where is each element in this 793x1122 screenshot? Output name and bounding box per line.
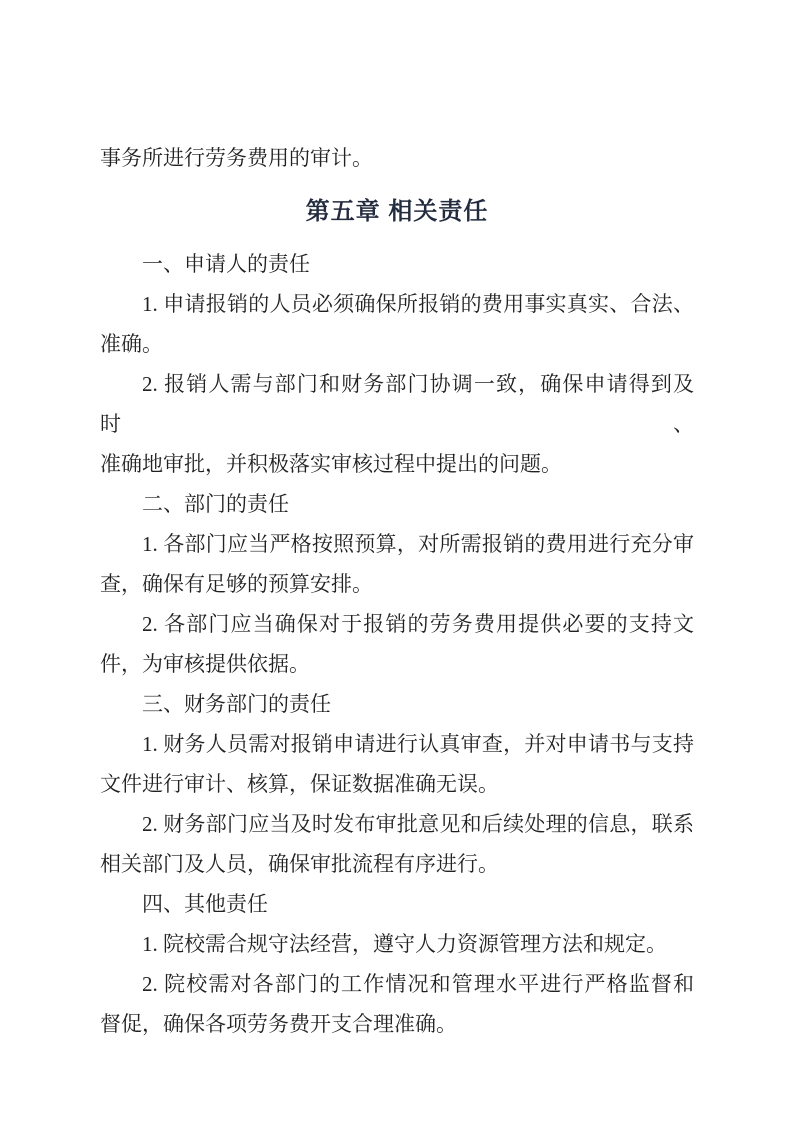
text-line: 2. 报销人需与部门和财务部门协调一致，确保申请得到及时、 bbox=[100, 372, 694, 436]
text-line: 相关部门及人员，确保审批流程有序进行。 bbox=[100, 852, 499, 876]
text-line: 2. 各部门应当确保对于报销的劳务费用提供必要的支持文 bbox=[142, 612, 694, 636]
text-line: 准确地审批，并积极落实审核过程中提出的问题。 bbox=[100, 452, 562, 476]
text-line: 1. 财务人员需对报销申请进行认真审查，并对申请书与支持 bbox=[142, 732, 694, 756]
paragraph bbox=[100, 484, 694, 524]
text-line: 1. 各部门应当严格按照预算，对所需报销的费用进行充分审 bbox=[142, 532, 694, 556]
paragraph bbox=[100, 924, 694, 964]
paragraph bbox=[100, 364, 694, 484]
text-line: 件，为审核提供依据。 bbox=[100, 652, 310, 676]
paragraph bbox=[100, 684, 694, 724]
continuation-line: 事务所进行劳务费用的审计。 bbox=[100, 146, 373, 170]
text-line: 1. 院校需合规守法经营，遵守人力资源管理方法和规定。 bbox=[142, 932, 667, 956]
text-line: 1. 申请报销的人员必须确保所报销的费用事实真实、合法、 bbox=[142, 292, 694, 316]
text-line: 2. 院校需对各部门的工作情况和管理水平进行严格监督和 bbox=[142, 972, 694, 996]
paragraph bbox=[100, 524, 694, 604]
document-body bbox=[100, 244, 694, 1044]
text-line: 督促，确保各项劳务费开支合理准确。 bbox=[100, 1012, 457, 1036]
paragraph bbox=[100, 604, 694, 684]
text-line: 准确。 bbox=[100, 332, 163, 356]
text-line: 二、部门的责任 bbox=[142, 492, 289, 516]
text-line: 一、申请人的责任 bbox=[142, 252, 310, 276]
chapter-heading: 第五章 相关责任 bbox=[305, 198, 489, 225]
text-line: 查，确保有足够的预算安排。 bbox=[100, 572, 373, 596]
paragraph bbox=[100, 884, 694, 924]
paragraph bbox=[100, 724, 694, 804]
paragraph bbox=[100, 244, 694, 284]
text-line: 三、财务部门的责任 bbox=[142, 692, 331, 716]
paragraph bbox=[100, 284, 694, 364]
text-line: 2. 财务部门应当及时发布审批意见和后续处理的信息，联系 bbox=[142, 812, 694, 836]
paragraph bbox=[100, 964, 694, 1044]
text-line: 文件进行审计、核算，保证数据准确无误。 bbox=[100, 772, 499, 796]
paragraph bbox=[100, 804, 694, 884]
text-line: 四、其他责任 bbox=[142, 892, 268, 916]
